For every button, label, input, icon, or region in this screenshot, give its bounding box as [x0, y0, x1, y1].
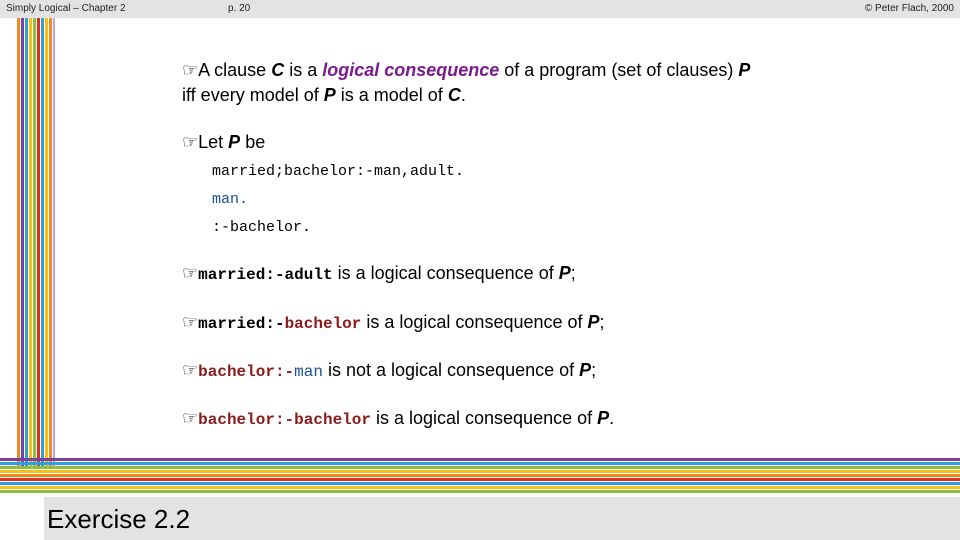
chapter-title: Simply Logical – Chapter 2 [6, 3, 126, 14]
pointing-hand-icon: ☞ [182, 60, 199, 80]
definition-line-1: ☞A clause C is a logical consequence of a program (set of clauses) P [182, 60, 751, 80]
pointing-hand-icon: ☞ [182, 408, 199, 428]
pointing-hand-icon: ☞ [182, 132, 199, 152]
page-number: p. 20 [228, 3, 251, 14]
decorative-vertical-stripes [0, 18, 60, 468]
program-clause-2: man. [212, 191, 249, 208]
program-clause-1: married;bachelor:-man,adult. [212, 163, 465, 180]
decorative-horizontal-stripes [0, 456, 960, 496]
fact-line-3: ☞bachelor:-man is not a logical consequence of P; [182, 360, 597, 381]
definition-line-2: iff every model of P is a model of C. [182, 85, 466, 105]
copyright: © Peter Flach, 2000 [864, 3, 954, 14]
program-clause-3: :-bachelor. [212, 219, 312, 236]
header-bar [0, 0, 960, 18]
fact-line-1: ☞married:-adult is a logical consequence of P; [182, 263, 576, 284]
fact-line-4: ☞bachelor:-bachelor is a logical consequence of P. [182, 408, 615, 429]
pointing-hand-icon: ☞ [182, 360, 199, 380]
fact-line-2: ☞married:-bachelor is a logical consequence of P; [182, 312, 605, 333]
term-logical-consequence: logical consequence [322, 60, 500, 80]
exercise-label: Exercise 2.2 [47, 504, 191, 534]
pointing-hand-icon: ☞ [182, 312, 199, 332]
pointing-hand-icon: ☞ [182, 263, 199, 283]
let-p-line: ☞Let P be [182, 132, 266, 152]
